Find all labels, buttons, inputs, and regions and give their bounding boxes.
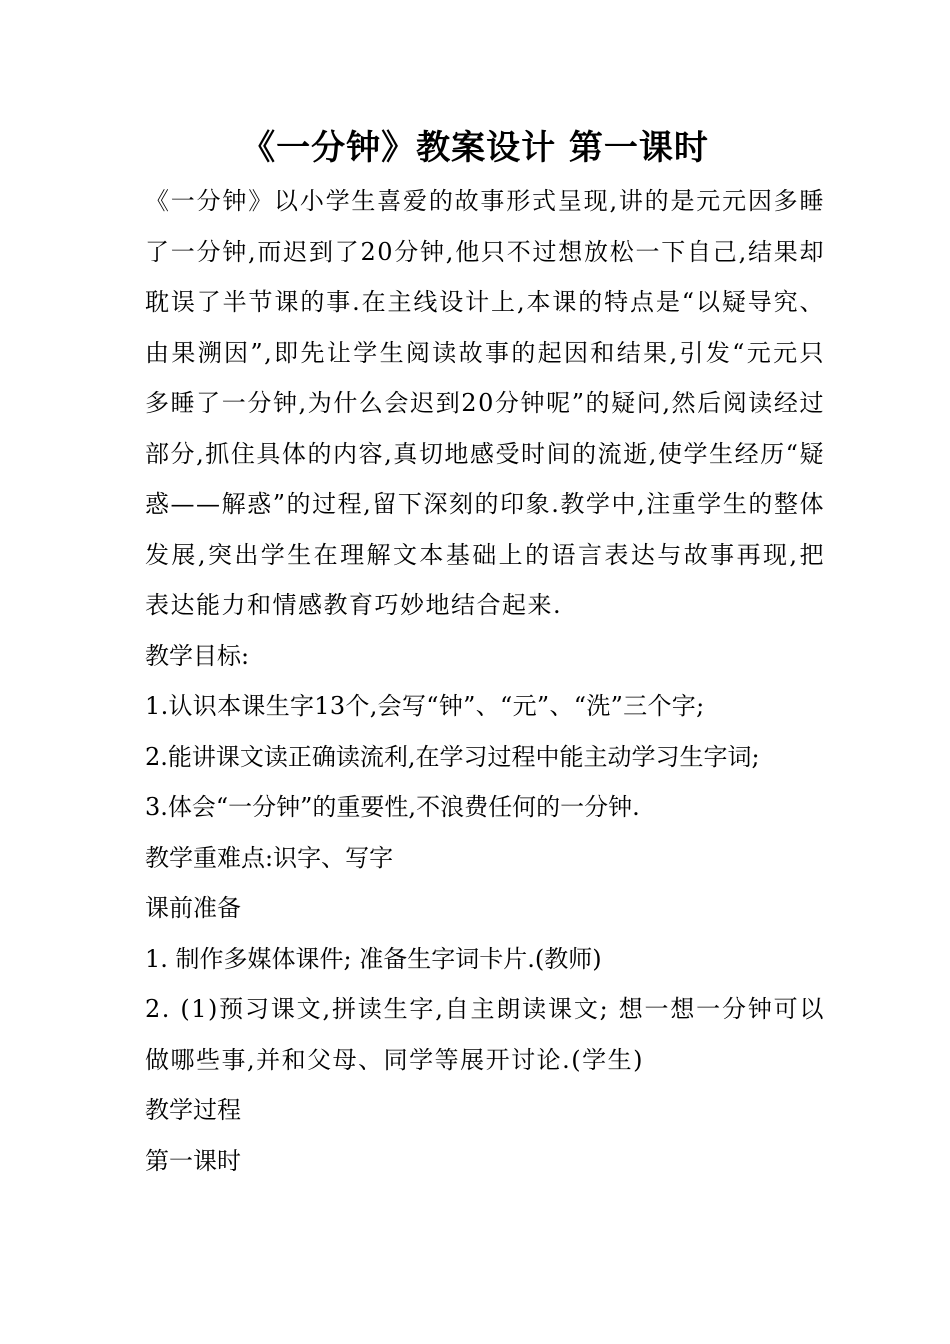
objective-item-3: 3.体会“一分钟”的重要性,不浪费任何的一分钟.	[145, 793, 640, 821]
preparation-heading: 课前准备	[145, 894, 241, 922]
preparation-teacher: 1. 制作多媒体课件; 准备生字词卡片.(教师)	[145, 944, 602, 973]
lesson-label: 第一课时	[145, 1146, 241, 1175]
intro-paragraph: 《一分钟》以小学生喜爱的故事形式呈现,讲的是元元因多睡了一分钟,而迟到了20分钟,他只不过想放松一下自己,结果却耽误了半节课的事.在主线设计上,本课的特点是“以疑导究、由果溯因”,即先让学生阅读故事的起因和结果,引发“元元只多睡了一分钟,为什么会迟到20分钟呢”的疑问,然后阅读经过部分,抓住具体的内容,真切地感受时间的流逝,使学生经历“疑惑——解惑”的过程,留下深刻的印象.教学中,注重学生的整体发展,突出学生在理解文本基础上的语言表达与故事再现,把表达能力和情感教育巧妙地结合起来.	[145, 187, 825, 619]
objectives-heading: 教学目标:	[145, 641, 250, 670]
process-heading: 教学过程	[145, 1096, 241, 1124]
preparation-student: 2. (1)预习课文,拼读生字,自主朗读课文; 想一想一分钟可以做哪些事,并和父母、同学等展开讨论.(学生)	[145, 995, 825, 1074]
document-title: 《一分钟》教案设计 第一课时	[241, 128, 709, 168]
objective-item-2: 2.能讲课文读正确读流利,在学习过程中能主动学习生字词;	[145, 742, 760, 771]
key-points-heading: 教学重难点:识字、写字	[145, 843, 394, 872]
document-body	[145, 176, 825, 1186]
objective-item-1: 1.认识本课生字13个,会写“钟”、“元”、“洗”三个字;	[145, 692, 705, 720]
